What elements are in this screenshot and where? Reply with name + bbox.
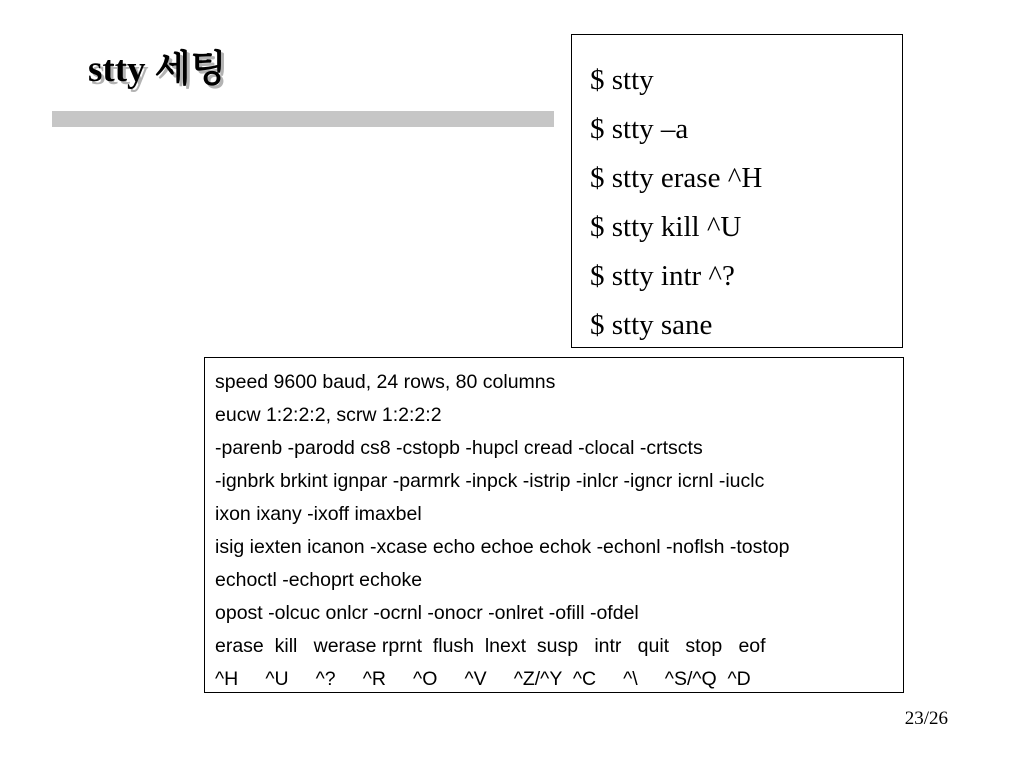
command-line: $ stty — [590, 64, 654, 96]
command-line: $ stty sane — [590, 309, 713, 341]
command-line: $ stty –a — [590, 113, 689, 145]
output-line: opost -olcuc onlcr -ocrnl -onocr -onlret -ofill -ofdel — [215, 602, 639, 624]
output-line: isig iexten icanon -xcase echo echoe echok -echonl -noflsh -tostop — [215, 536, 790, 558]
output-line: eucw 1:2:2:2, scrw 1:2:2:2 — [215, 404, 442, 426]
stty-output-box — [204, 357, 904, 693]
page-number: 23/26 — [904, 708, 948, 729]
command-line: $ stty intr ^? — [590, 260, 735, 292]
command-line: $ stty erase ^H — [590, 162, 763, 194]
output-line: -ignbrk brkint ignpar -parmrk -inpck -istrip -inlcr -igncr icrnl -iuclc — [215, 470, 765, 492]
output-line: erase kill werase rprnt flush lnext susp intr quit stop eof — [215, 635, 766, 657]
command-line: $ stty kill ^U — [590, 211, 742, 243]
slide-title: stty 세팅 — [88, 49, 227, 90]
command-list-box — [571, 34, 903, 348]
output-line: speed 9600 baud, 24 rows, 80 columns — [215, 371, 556, 393]
title-underline-bar — [52, 111, 554, 127]
output-line: ^H ^U ^? ^R ^O ^V ^Z/^Y ^C ^\ ^S/^Q ^D — [215, 668, 751, 690]
output-line: echoctl -echoprt echoke — [215, 569, 423, 591]
output-line: -parenb -parodd cs8 -cstopb -hupcl cread -clocal -crtscts — [215, 437, 703, 459]
output-line: ixon ixany -ixoff imaxbel — [215, 503, 422, 525]
